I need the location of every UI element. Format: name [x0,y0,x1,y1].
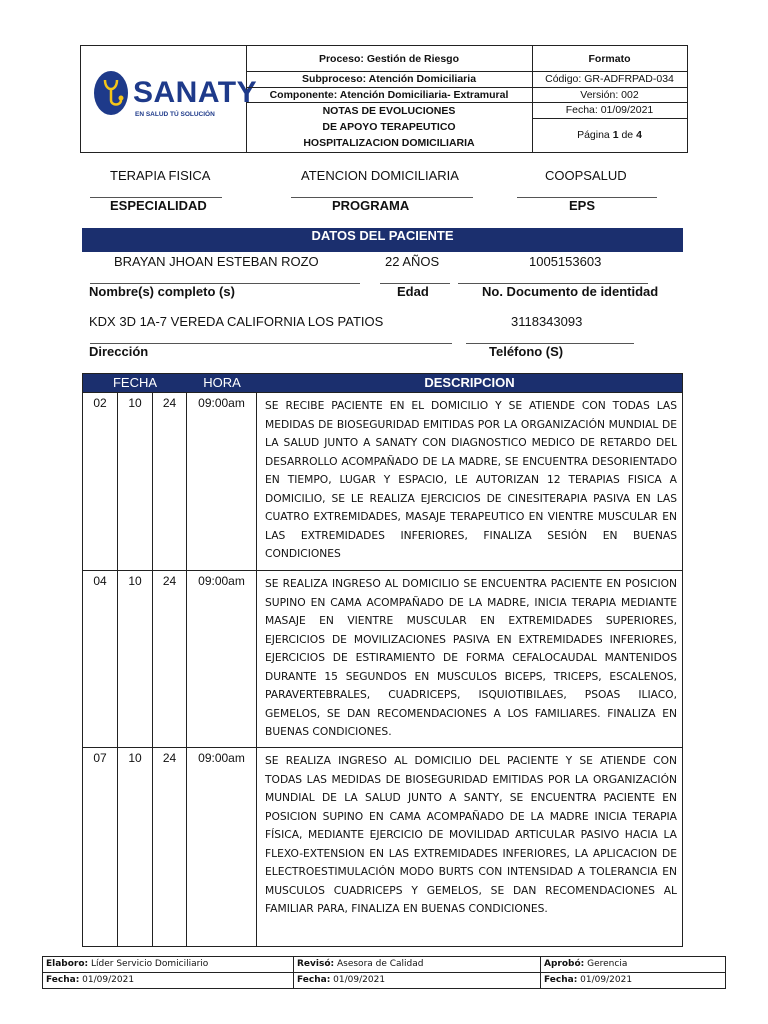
col-descripcion-header: DESCRIPCION [424,375,515,390]
entry-anio: 24 [153,571,187,747]
patient-address-label: Dirección [89,344,149,359]
col-hora-header: HORA [203,375,241,390]
entry-dia: 04 [83,571,118,747]
patient-document-value: 1005153603 [529,254,602,269]
entry-hora: 09:00am [187,571,257,747]
version-text: Versión: 002 [532,88,687,103]
patient-address-value: KDX 3D 1A-7 VEREDA CALIFORNIA LOS PATIOS [89,314,384,329]
especialidad-value: TERAPIA FISICA [110,168,211,183]
codigo-text: Código: GR-ADFRPAD-034 [532,72,687,88]
entry-mes: 10 [118,571,153,747]
patient-phone-value: 3118343093 [511,314,583,329]
logo-cell [81,46,258,152]
aprobo-label: Aprobó: [544,959,585,969]
document-title [246,103,532,152]
page-number [532,119,687,152]
sanaty-logo-icon [91,68,131,118]
entry-mes: 10 [118,393,153,570]
eps-label: EPS [569,198,596,213]
entry-dia: 07 [83,748,118,946]
entry-descripcion: SE RECIBE PACIENTE EN EL DOMICILIO Y SE ATIENDE CON TODAS LAS MEDIDAS DE BIOSEGURIDAD EMITIDAS POR LA ORGANIZACIÓN MUNDIAL DE LA SALUD JUNTO A SANATY CON DIAGNOSTICO MEDICO DE RETARDO DEL DESARROLLO ACOMPAÑADO DE LA MADRE, SE ENCUENTRA DESORIENTADO EN TIEMPO, LUGAR Y ESPACIO, LE AUTORIZAN 12 TERAPIAS FISICA A DOMICILIO, SE LE REALIZA EJERCICIOS DE CINESITERAPIA PASIVA EN LAS CUATRO EXTREMIDADES, MASAJE TERAPEUTICO EN VIENTRE MUSCULAR EN LAS EXTREMIDADES INFERIORES, FINALIZA SESIÓN EN BUENAS CONDICIONES [265,399,677,560]
fecha-aprobo-cell [541,973,725,989]
reviso-cell [294,957,541,973]
title-line-2: DE APOYO TERAPEUTICO [322,121,456,133]
subproceso-text: Subproceso: Atención Domiciliaria [246,72,532,88]
entry-dia: 02 [83,393,118,570]
elaboro-value: Líder Servicio Domiciliario [88,959,209,969]
fecha-label-1: Fecha: [46,975,80,985]
fecha-text: Fecha: 01/09/2021 [532,103,687,119]
table-row [83,570,682,747]
componente-text: Componente: Atención Domiciliaria- Extramural [246,88,532,103]
fecha-value-1: 01/09/2021 [79,975,135,985]
programa-label: PROGRAMA [332,198,410,213]
aprobo-cell [541,957,725,973]
patient-name-value: BRAYAN JHOAN ESTEBAN ROZO [114,254,319,269]
eps-value: COOPSALUD [545,168,627,183]
fecha-elaboro-cell [43,973,294,989]
patient-section-banner: DATOS DEL PACIENTE [82,228,683,252]
fecha-label-3: Fecha: [544,975,578,985]
entry-mes: 10 [118,748,153,946]
entry-anio: 24 [153,393,187,570]
reviso-label: Revisó: [297,959,335,969]
elaboro-label: Elaboro: [46,959,89,969]
formato-text: Formato [532,46,687,72]
evolution-table [82,373,683,947]
aprobo-value: Gerencia [584,959,628,969]
page-of: de [618,129,637,141]
reviso-value: Asesora de Calidad [334,959,424,969]
table-header [83,374,682,392]
patient-age-value: 22 AÑOS [385,254,440,269]
fecha-value-3: 01/09/2021 [577,975,633,985]
entry-descripcion: SE REALIZA INGRESO AL DOMICILIO SE ENCUENTRA PACIENTE EN POSICION SUPINO EN CAMA ACOMPAÑADO DE LA MADRE, INICIA TERAPIA MEDIANTE MASAJE EN VIENTRE MUSCULAR EN EXTREMIDADES SUPERIORES, EJERCICIOS DE MOVILIZACIONES PASIVA EN EXTREMIDADES INFERIORES, EJERCICIOS DE ESTIRAMIENTO DE FORMA CEFALOCAUDAL MANTENIDOS DURANTE 15 SEGUNDOS EN MUSCULOS BICEPS, TRICEPS, ESCALENOS, PARAVERTEBRALES, CUADRICEPS, ISQUIOTIBILAES, PSOAS ILIACO, GEMELOS, SE DAN RECOMENDACIONES A LOS FAMILIARES. FINALIZA EN BUENAS CONDICIONES. [265,577,677,738]
table-row [83,747,682,946]
fecha-label-2: Fecha: [297,975,331,985]
programa-value: ATENCION DOMICILIARIA [301,168,459,183]
title-line-1: NOTAS DE EVOLUCIONES [322,105,456,117]
elaboro-cell [43,957,294,973]
page-prefix: Página [577,129,613,141]
entry-anio: 24 [153,748,187,946]
document-header [80,45,688,153]
title-line-3: HOSPITALIZACION DOMICILIARIA [303,137,475,149]
page-total: 4 [636,129,642,141]
table-row [83,392,682,570]
approval-footer [42,956,726,989]
patient-phone-label: Teléfono (S) [489,344,564,359]
logo-tagline: EN SALUD TÚ SOLUCIÓN [135,111,215,118]
proceso-text: Proceso: Gestión de Riesgo [246,46,532,72]
fecha-value-2: 01/09/2021 [330,975,386,985]
fecha-reviso-cell [294,973,541,989]
entry-hora: 09:00am [187,393,257,570]
entry-hora: 09:00am [187,748,257,946]
page-current: 1 [612,129,619,141]
patient-name-label: Nombre(s) completo (s) [89,284,235,299]
logo-wordmark: SANATY [133,76,258,109]
entry-descripcion: SE REALIZA INGRESO AL DOMICILIO DEL PACIENTE Y SE ATIENDE CON TODAS LAS MEDIDAS DE BIOSEGURIDAD EMITIDAS POR LA ORGANIZACIÓN MUNDIAL DE LA SALUD JUNTO A SANTY, SE ENCUENTRA PACIENTE EN POSICION SUPINO EN CAMA ACOMPAÑADO DE LA MADRE INICIA TERAPIA FÍSICA, MEDIANTE EJERCICIO DE MOVILIDAD ARTICULAR PASIVO HACIA LA FLEXO-EXTENSION EN LAS EXTREMIDADES INFERIORES, LA APLICACION DE ELECTROESTIMULACIÓN MODO BURTS CON INTENSIDAD A TOLERANCIA EN MUSCULOS CUADRICEPS Y GEMELOS, SE DAN RECOMENDACIONES AL FAMILIAR PARA, FINALIZA EN BUENAS CONDICIONES. [265,754,677,915]
col-fecha-header: FECHA [112,375,158,390]
patient-document-label: No. Documento de identidad [482,284,659,299]
header-process-column [246,46,533,152]
patient-age-label: Edad [397,284,429,299]
especialidad-label: ESPECIALIDAD [110,198,207,213]
header-format-column [532,46,687,152]
